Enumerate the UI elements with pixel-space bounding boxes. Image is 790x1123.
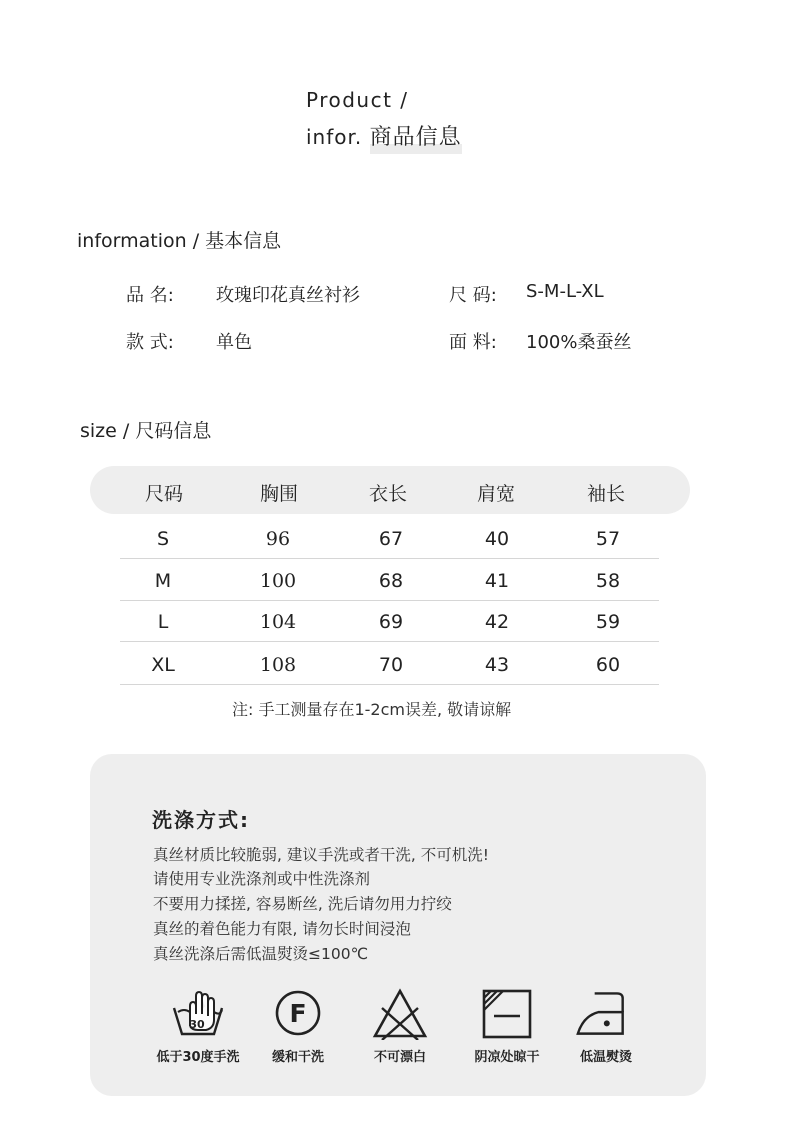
table-cell: 108 [259,654,297,676]
table-cell: M [154,570,172,592]
header-line-1: Product / [306,88,409,112]
table-cell: 41 [484,570,510,592]
icon-label-shade-dry: 阴凉处晾干 [474,1050,540,1065]
table-cell: 57 [595,528,621,550]
no-bleach-icon [372,988,428,1040]
info-style-value: 单色 [216,332,252,353]
table-cell: L [157,611,169,633]
table-cell: 40 [484,528,510,550]
table-cell: 42 [484,611,510,633]
table-cell: 69 [378,611,404,633]
col-header-size: 尺码 [144,483,184,505]
col-header-length: 衣长 [368,483,408,505]
svg-text:30: 30 [189,1018,205,1031]
care-line: 真丝洗涤后需低温熨烫≤100℃ [153,945,368,963]
low-iron-icon [576,988,632,1040]
table-cell: 67 [378,528,404,550]
info-name-value: 玫瑰印花真丝衬衫 [216,285,360,306]
header-line-2 [306,120,462,151]
table-cell: 59 [595,611,621,633]
table-cell: 100 [259,570,297,592]
measurement-note: 注: 手工测量存在1-2cm误差, 敬请谅解 [232,700,512,719]
basic-info-title: information / 基本信息 [77,230,282,252]
care-line: 不要用力揉搓, 容易断丝, 洗后请勿用力拧绞 [153,895,452,913]
info-fabric-value: 100%桑蚕丝 [526,332,632,353]
icon-label-low-iron: 低温熨烫 [579,1050,633,1065]
col-header-sleeve: 袖长 [586,483,626,505]
info-size-value: S-M-L-XL [526,281,604,302]
table-cell: 43 [484,654,510,676]
row-divider [120,641,659,642]
header-cn: 商品信息 [370,120,462,151]
row-divider [120,558,659,559]
table-cell: 70 [378,654,404,676]
svg-text:F: F [289,999,307,1028]
info-fabric-label: 面 料: [449,332,497,353]
care-line: 真丝材质比较脆弱, 建议手洗或者干洗, 不可机洗! [153,846,489,864]
hand-wash-icon [170,988,226,1040]
info-name-label: 品 名: [126,285,174,306]
col-header-chest: 胸围 [259,483,299,505]
info-size-label: 尺 码: [449,285,497,306]
info-style-label: 款 式: [126,332,174,353]
header-en: infor. [306,125,363,149]
table-cell: 96 [265,528,291,550]
dry-clean-f-icon [270,988,326,1040]
care-line: 请使用专业洗涤剂或中性洗涤剂 [153,870,371,888]
row-divider [120,600,659,601]
col-header-shoulder: 肩宽 [476,483,516,505]
table-cell: 68 [378,570,404,592]
shade-dry-icon [479,988,535,1040]
care-line: 真丝的着色能力有限, 请勿长时间浸泡 [153,920,411,938]
care-title: 洗涤方式: [152,808,250,832]
table-cell: XL [151,654,175,676]
table-cell: S [156,528,170,550]
row-divider [120,684,659,685]
icon-label-dry-clean: 缓和干洗 [271,1050,325,1065]
icon-label-no-bleach: 不可漂白 [373,1050,427,1065]
table-cell: 104 [259,611,297,633]
table-cell: 60 [595,654,621,676]
size-info-title: size / 尺码信息 [80,420,212,442]
icon-label-hand-wash: 低于30度手洗 [156,1050,240,1065]
table-cell: 58 [595,570,621,592]
